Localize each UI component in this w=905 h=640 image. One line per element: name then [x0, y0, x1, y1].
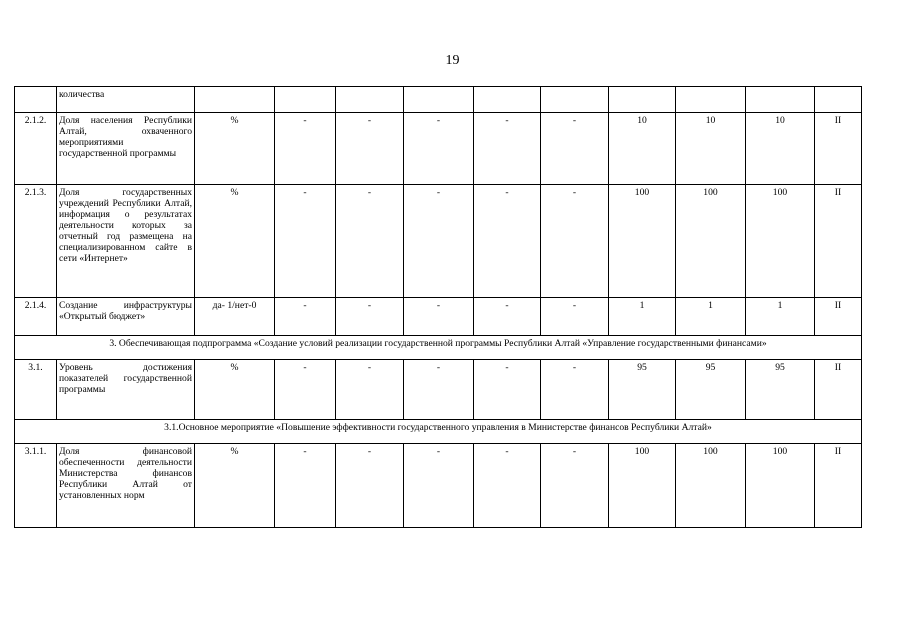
value-cell: 95 [676, 360, 746, 420]
unit-cell: % [195, 185, 275, 298]
value-cell: II [815, 113, 862, 185]
row-number: 3.1.1. [15, 444, 57, 528]
value-cell: 1 [676, 298, 746, 336]
value-cell: 1 [609, 298, 676, 336]
value-cell: - [404, 185, 474, 298]
indicator-name: Уровень достижения показателей государственной программы [57, 360, 195, 420]
value-cell: - [474, 444, 541, 528]
value-cell: II [815, 444, 862, 528]
value-cell: II [815, 298, 862, 336]
value-cell: 100 [609, 185, 676, 298]
value-cell: II [815, 185, 862, 298]
indicator-name: Доля государственных учреждений Республики Алтай, информация о результатах деятельности которых за отчетный год размещена на специализированном сайте в сети «Интернет» [57, 185, 195, 298]
value-cell: - [275, 298, 336, 336]
value-cell: - [474, 185, 541, 298]
unit-cell: % [195, 113, 275, 185]
value-cell: - [541, 113, 609, 185]
value-cell: - [275, 185, 336, 298]
row-number: 3.1. [15, 360, 57, 420]
unit-cell: да- 1/нет-0 [195, 298, 275, 336]
row-number: 2.1.4. [15, 298, 57, 336]
value-cell: 100 [676, 444, 746, 528]
table-row [15, 298, 862, 336]
value-cell: - [404, 444, 474, 528]
value-cell: 1 [746, 298, 815, 336]
indicator-name: количества [57, 87, 195, 113]
value-cell: - [404, 360, 474, 420]
page-number: 19 [445, 53, 460, 68]
table-row [15, 360, 862, 420]
row-number: 2.1.3. [15, 185, 57, 298]
table-row [15, 444, 862, 528]
value-cell: - [336, 185, 404, 298]
value-cell: - [336, 444, 404, 528]
value-cell: - [275, 444, 336, 528]
value-cell: 10 [746, 113, 815, 185]
indicators-table [14, 86, 862, 528]
value-cell: - [336, 113, 404, 185]
value-cell: - [541, 360, 609, 420]
value-cell: 95 [609, 360, 676, 420]
table-row [15, 113, 862, 185]
indicator-name: Доля финансовой обеспеченности деятельности Министерства финансов Республики Алтай от установленных норм [57, 444, 195, 528]
indicator-name: Доля населения Республики Алтай, охваченного мероприятиями государственной программы [57, 113, 195, 185]
value-cell: 95 [746, 360, 815, 420]
value-cell: 10 [609, 113, 676, 185]
section-row [15, 420, 862, 444]
section-heading: 3. Обеспечивающая подпрограмма «Создание условий реализации государственной программы Республики Алтай «Управление государственными финансами» [15, 336, 862, 360]
value-cell: 10 [676, 113, 746, 185]
value-cell: 100 [746, 185, 815, 298]
value-cell: II [815, 360, 862, 420]
section-heading: 3.1.Основное мероприятие «Повышение эффективности государственного управления в Министерстве финансов Республики Алтай» [15, 420, 862, 444]
value-cell: - [541, 298, 609, 336]
indicator-name: Создание инфраструктуры «Открытый бюджет» [57, 298, 195, 336]
value-cell: - [541, 444, 609, 528]
unit-cell: % [195, 360, 275, 420]
row-number: 2.1.2. [15, 113, 57, 185]
value-cell: - [404, 113, 474, 185]
value-cell: - [275, 360, 336, 420]
table-row [15, 185, 862, 298]
value-cell: - [404, 298, 474, 336]
value-cell: - [336, 298, 404, 336]
value-cell: - [541, 185, 609, 298]
value-cell: - [336, 360, 404, 420]
row-number [15, 87, 57, 113]
value-cell: 100 [746, 444, 815, 528]
value-cell: 100 [609, 444, 676, 528]
value-cell: - [474, 113, 541, 185]
value-cell: - [474, 360, 541, 420]
value-cell: - [474, 298, 541, 336]
unit-cell: % [195, 444, 275, 528]
section-row [15, 336, 862, 360]
value-cell: - [275, 113, 336, 185]
value-cell: 100 [676, 185, 746, 298]
table-row [15, 87, 862, 113]
